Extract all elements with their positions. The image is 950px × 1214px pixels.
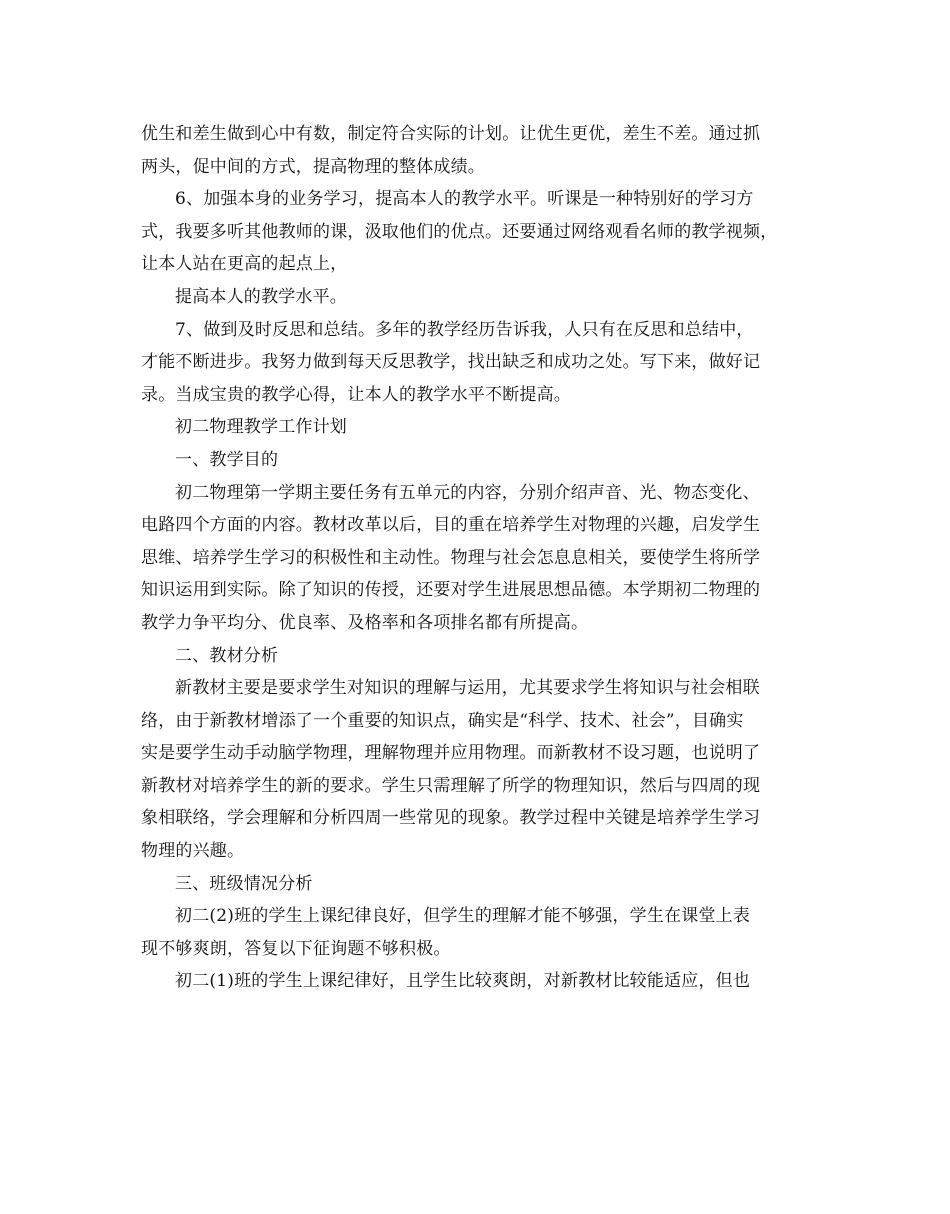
text-line: 提高本人的教学水平。 — [175, 286, 347, 307]
document-body — [141, 118, 821, 998]
text-line: 初二(1)班的学生上课纪律好，且学生比较爽朗，对新教材比较能适应，但也 — [175, 971, 751, 992]
text-line: 6、加强本身的业务学习，提高本人的教学水平。听课是一种特别好的学习方 — [175, 189, 754, 210]
text-line: 络，由于新教材增添了一个重要的知识点，确实是“科学、技术、社会”，目确实 — [141, 710, 744, 731]
text-line: 初二物理第一学期主要任务有五单元的内容，分别介绍声音、光、物态变化、 — [175, 482, 760, 503]
text-line: 式，我要多听其他教师的课，汲取他们的优点。还要通过网络观看名师的教学视频， — [141, 221, 778, 242]
text-line: 电路四个方面的内容。教材改革以后，目的重在培养学生对物理的兴趣，启发学生 — [141, 515, 761, 536]
text-line: 新教材对培养学生的新的要求。学生只需理解了所学的物理知识，然后与四周的现 — [141, 775, 761, 796]
text-line: 7、做到及时反思和总结。多年的教学经历告诉我，人只有在反思和总结中， — [175, 319, 754, 340]
text-line: 初二物理教学工作计划 — [175, 417, 347, 438]
text-line: 实是要学生动手动脑学物理，理解物理并应用物理。而新教材不设习题，也说明了 — [141, 743, 761, 764]
text-line: 教学力争平均分、优良率、及格率和各项排名都有所提高。 — [141, 612, 589, 633]
text-line: 二、教材分析 — [175, 645, 279, 666]
text-line: 思维、培养学生学习的积极性和主动性。物理与社会怎息息相关，要使学生将所学 — [141, 547, 761, 568]
text-line: 初二(2)班的学生上课纪律良好，但学生的理解才能不够强，学生在课堂上表 — [175, 906, 751, 927]
text-line: 三、班级情况分析 — [175, 873, 313, 894]
text-line: 现不够爽朗，答复以下征询题不够积极。 — [141, 938, 451, 959]
text-line: 优生和差生做到心中有数，制定符合实际的计划。让优生更优，差生不差。通过抓 — [141, 124, 761, 144]
text-line: 两头，促中间的方式，提高物理的整体成绩。 — [141, 156, 485, 177]
text-line: 知识运用到实际。除了知识的传授，还要对学生进展思想品德。本学期初二物理的 — [141, 580, 761, 601]
text-line: 让本人站在更高的起点上， — [141, 254, 348, 275]
text-line: 一、教学目的 — [175, 449, 279, 470]
text-line: 象相联络，学会理解和分析四周一些常见的现象。教学过程中关键是培养学生学习 — [141, 808, 761, 829]
text-line: 物理的兴趣。 — [141, 841, 245, 862]
text-line: 新教材主要是要求学生对知识的理解与运用，尤其要求学生将知识与社会相联 — [175, 678, 760, 699]
text-line: 才能不断进步。我努力做到每天反思教学，找出缺乏和成功之处。写下来，做好记 — [141, 352, 761, 373]
text-line: 录。当成宝贵的教学心得，让本人的教学水平不断提高。 — [141, 384, 571, 405]
